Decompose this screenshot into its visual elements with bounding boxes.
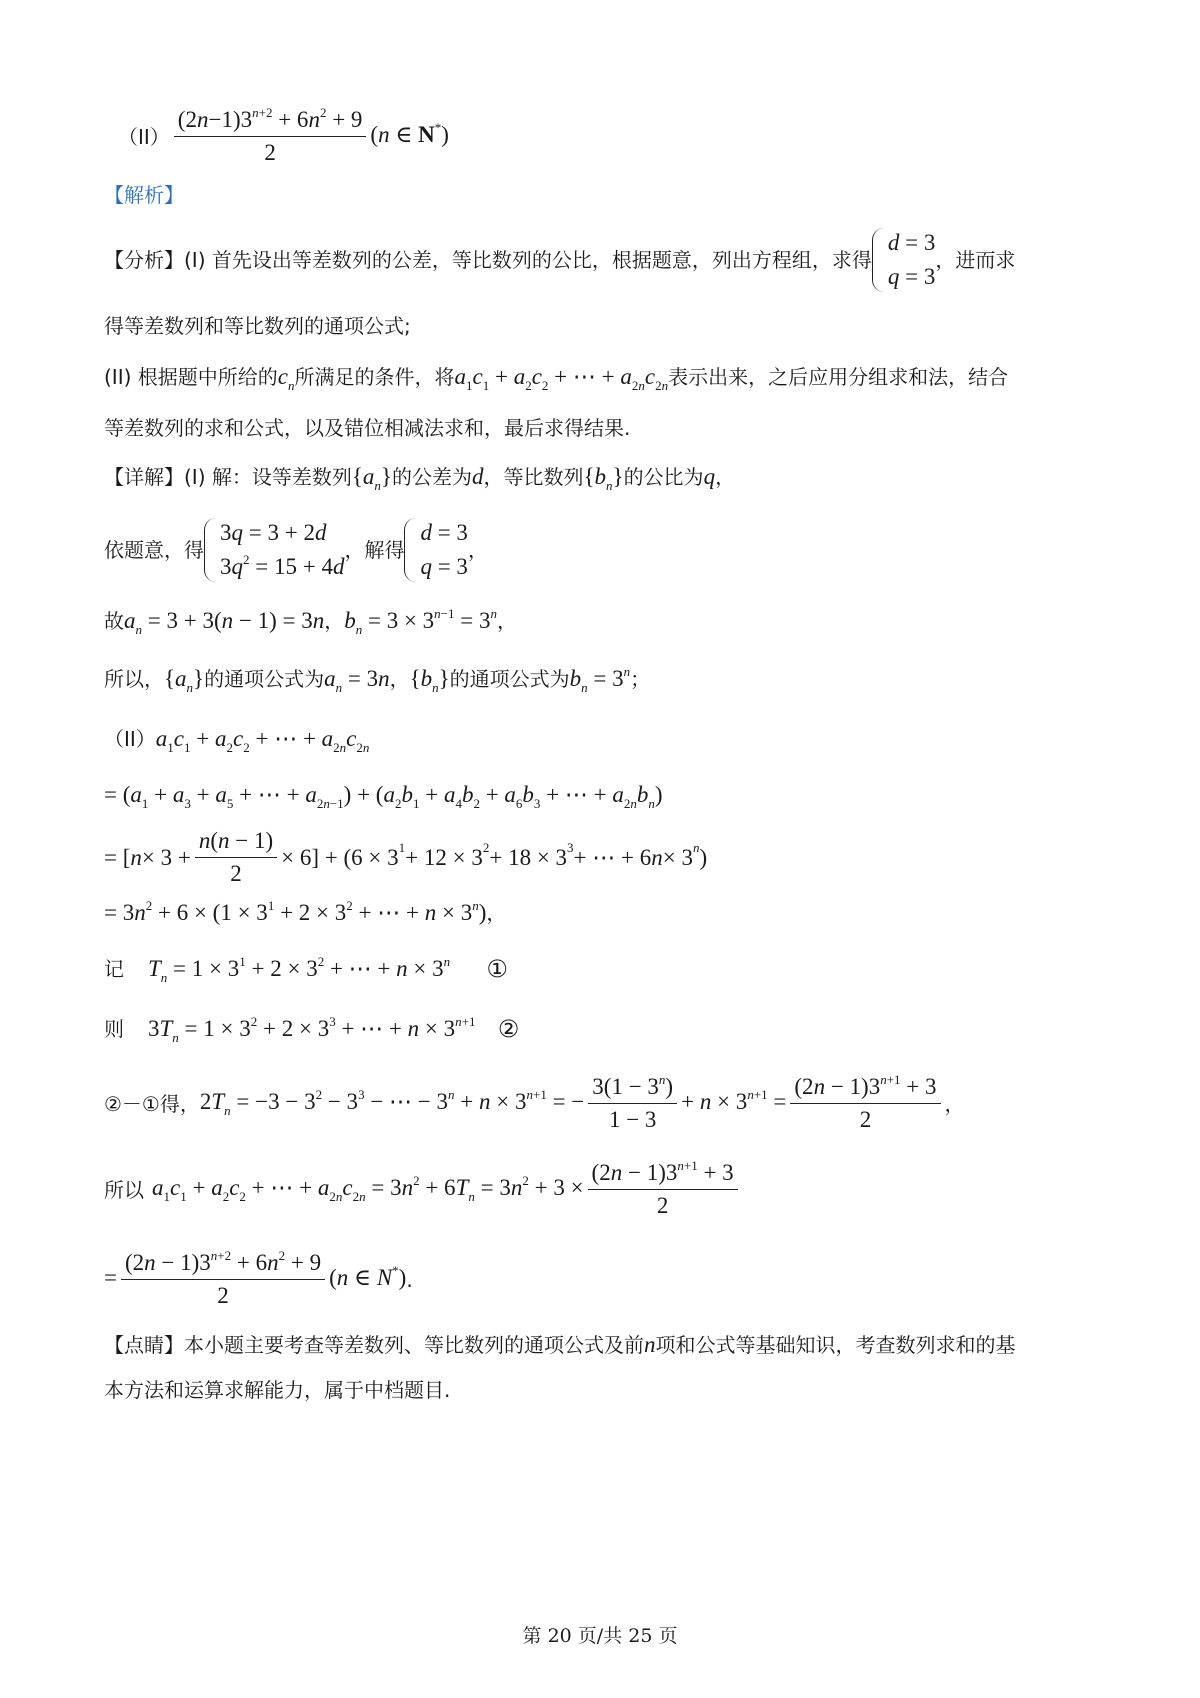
eq-sum: 所以 $a_1c_1 + a_2c_2$ + ⋯ + $a_{2n}c_{2n} = 3n^2 + 6T_n = 3n^2 + 3$ × $\frac{(2n - 1)3^{n+1} + 3}{2}$ xyxy=(104,1160,1200,1219)
analysis-line2: (II) 根据题中所给的 $c_n$ 所满足的条件，将 $a_1c_1 + a_2c_2$ + ⋯ + $a_{2n}c_{2n}$ 表示出来，之后应用分组求和法，结合 xyxy=(104,364,1009,393)
eq-diff: ②－①得， $2T_n = -3 - 3^2 - 3^3$ − ⋯ − $3^n + n \times 3^{n+1}$ = − $\frac{3(1 - 3^n)}{1 - 3}$ + $n \times 3^{n+1}$ = $\frac{(2n - 1)3^{n+1} + 3}{2}$ ， xyxy=(104,1072,965,1132)
detail-line2: 依题意，得 3q = 3 + 2d $3q^2 = 15 + 4d$ ，解得 d = 3 q = 3 ， xyxy=(104,516,1200,584)
dianjing-tag: 【点睛】 xyxy=(104,1333,184,1357)
detail-line4: 所以， $\{a_n\}$ 的通项公式为 $a_n = 3n$ ， $\{b_n\}$ 的通项公式为 $b_n = 3^n$ ； xyxy=(104,664,651,695)
detail-line1: 【详解】 (I) 解：设等差数列 $\{a_n\}$ 的公差为 d ，等比数列 $\{b_n\}$ 的公比为 q ， xyxy=(104,464,736,493)
eq-line3: = $3n^2 + 6 \times (1 \times 3^1 + 2 \times 3^2$ + ⋯ + $n \times 3^n$) ， xyxy=(104,898,507,925)
eq-final: = $\frac{(2n - 1)3^{n+2} + 6n^2 + 9}{2}$ (n ∈ N*) . xyxy=(104,1248,413,1308)
answer-part2 xyxy=(118,107,1200,166)
eq-line2: = [ n × 3 + $\frac{n(n - 1)}{2}$ × 6] + (6 × 3 $^1$ + 12 × 3 $^2$ + 18 × 3 $^3$ + ⋯ + 6 n × 3 $^n$ ) xyxy=(104,828,708,886)
analysis-tag: 【分析】 xyxy=(104,248,184,272)
solution-system: d = 3 q = 3 xyxy=(872,226,935,294)
page-footer: 第 20 页/共 25 页 xyxy=(522,1625,678,1647)
part2-label: （II） xyxy=(118,124,170,149)
dianjing-line1: 【点睛】 本小题主要考查等差数列、等比数列的通项公式及前 n 项和公式等基础知识，考查数列求和的基 xyxy=(104,1332,1016,1357)
detail-line5: （II） $a_1c_1 + a_2c_2$ + ⋯ + $a_{2n}c_{2n}$ xyxy=(104,726,370,755)
answer-formula: $\frac{(2n-1)3^{n+2} + 6n^2 + 9}{2}$ (n ∈ N*) xyxy=(170,107,449,166)
jiexi-label: 【解析】 xyxy=(104,183,184,207)
eq-tn: 记 $T_n = 1 \times 3^1 + 2 \times 3^2$ + ⋯ + $n \times 3^n$ ① xyxy=(104,954,508,985)
detail-tag: 【详解】 xyxy=(104,465,184,489)
eq-3tn: 则 $3T_n = 1 \times 3^2 + 2 \times 3^3$ + ⋯ + $n \times 3^{n+1}$ ② xyxy=(104,1014,520,1045)
detail-line3: 故 $a_n = 3 + 3(n - 1) = 3n$ ， $b_n = 3 \times 3^{n-1} = 3^n$ ， xyxy=(104,606,517,637)
eq-line1: = ($a_1 + a_3 + a_5$ + ⋯ + $a_{2n-1}) + (a_2b_1 + a_4b_2 + a_6b_3$ + ⋯ + $a_{2n}b_n$) xyxy=(104,782,663,811)
analysis-line1: 【分析】 (I) 首先设出等差数列的公差，等比数列的公比，根据题意，列出方程组，求得 d = 3 q = 3 ，进而求 xyxy=(104,226,1200,294)
